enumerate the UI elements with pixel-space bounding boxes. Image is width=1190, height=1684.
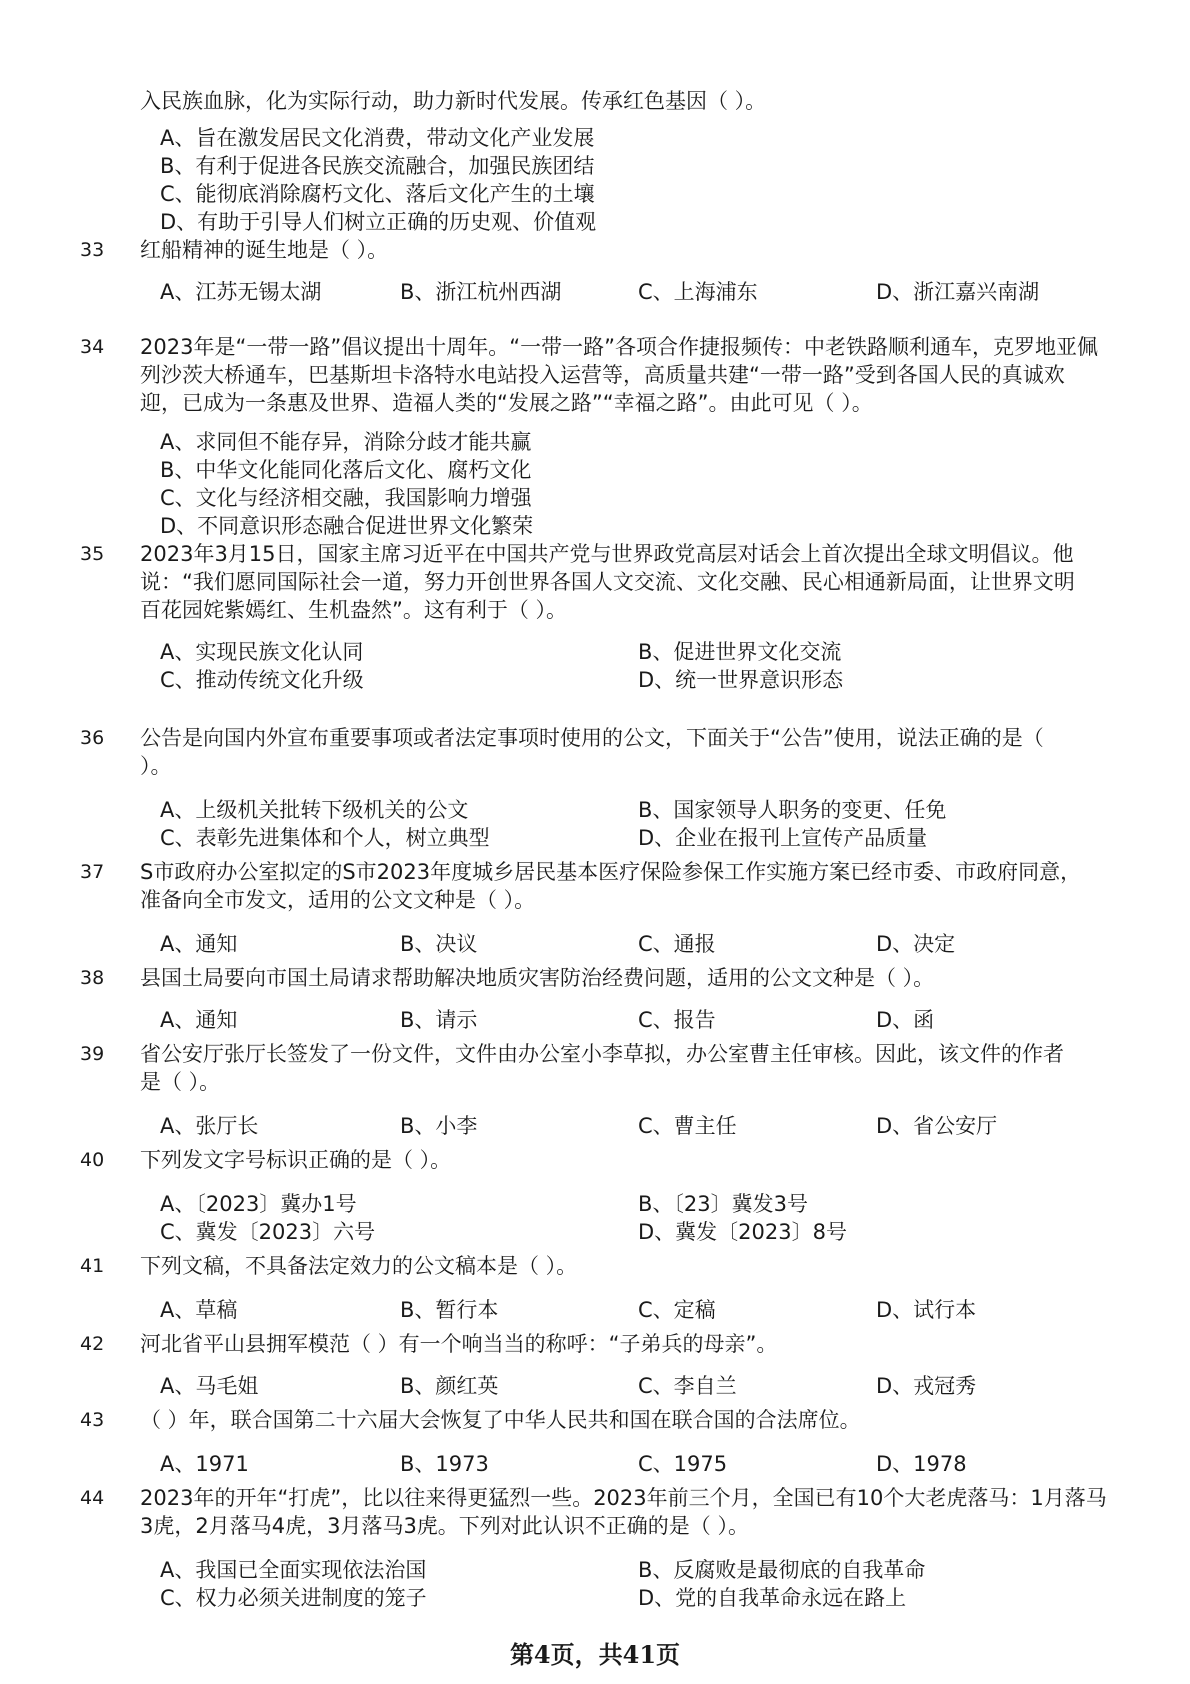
- question-number: 41: [80, 1255, 105, 1277]
- question-text: 公告是向国内外宣布重要事项或者法定事项时使用的公文，下面关于“公告”使用，说法正确的是（: [140, 726, 1044, 750]
- question-text: 河北省平山县拥军模范（ ）有一个响当当的称呼：“子弟兵的母亲”。: [140, 1332, 778, 1356]
- option-b: B、浙江杭州西湖: [400, 280, 562, 304]
- option-c: C、曹主任: [638, 1114, 737, 1138]
- option-a: A、草稿: [160, 1298, 238, 1322]
- option-a: A、通知: [160, 1008, 238, 1032]
- option-d: D、决定: [876, 932, 956, 956]
- question-text: ）。: [140, 754, 172, 778]
- intro-option-c: C、能彻底消除腐朽文化、落后文化产生的土壤: [160, 182, 595, 206]
- question-number: 38: [80, 967, 105, 989]
- question-number: 43: [80, 1409, 105, 1431]
- intro-option-d: D、有助于引导人们树立正确的历史观、价值观: [160, 210, 597, 234]
- option-b: B、〔23〕冀发3号: [638, 1192, 808, 1216]
- question-text: 列沙茨大桥通车，巴基斯坦卡洛特水电站投入运营等，高质量共建“一带一路”受到各国人民的真诚欢: [140, 363, 1065, 387]
- question-text: 2023年3月15日，国家主席习近平在中国共产党与世界政党高层对话会上首次提出全球文明倡议。他: [140, 542, 1074, 566]
- option-a: A、实现民族文化认同: [160, 640, 364, 664]
- question-number: 37: [80, 861, 105, 883]
- option-d: D、统一世界意识形态: [638, 668, 844, 692]
- option-b: B、小李: [400, 1114, 478, 1138]
- question-text: 县国土局要向市国土局请求帮助解决地质灾害防治经费问题，适用的公文文种是（ ）。: [140, 966, 935, 990]
- option-b: B、中华文化能同化落后文化、腐朽文化: [160, 458, 532, 482]
- option-c: C、李自兰: [638, 1374, 737, 1398]
- option-d: D、不同意识形态融合促进世界文化繁荣: [160, 514, 534, 538]
- option-a: A、〔2023〕冀办1号: [160, 1192, 357, 1216]
- option-c: C、表彰先进集体和个人，树立典型: [160, 826, 490, 850]
- question-number: 33: [80, 239, 105, 261]
- question-number: 39: [80, 1043, 105, 1065]
- option-b: B、促进世界文化交流: [638, 640, 842, 664]
- question-text: 省公安厅张厅长签发了一份文件，文件由办公室小李草拟，办公室曹主任审核。因此，该文件的作者: [140, 1042, 1064, 1066]
- option-c: C、1975: [638, 1452, 728, 1476]
- intro-option-a: A、旨在激发居民文化消费，带动文化产业发展: [160, 126, 595, 150]
- question-number: 40: [80, 1149, 105, 1171]
- option-a: A、张厅长: [160, 1114, 259, 1138]
- option-c: C、权力必须关进制度的笼子: [160, 1586, 427, 1610]
- option-d: D、省公安厅: [876, 1114, 998, 1138]
- option-b: B、暂行本: [400, 1298, 499, 1322]
- option-d: D、企业在报刊上宣传产品质量: [638, 826, 928, 850]
- option-d: D、戎冠秀: [876, 1374, 977, 1398]
- option-a: A、我国已全面实现依法治国: [160, 1558, 427, 1582]
- question-text: 3虎，2月落马4虎，3月落马3虎。下列对此认识不正确的是（ ）。: [140, 1514, 749, 1538]
- option-d: D、浙江嘉兴南湖: [876, 280, 1040, 304]
- option-c: C、推动传统文化升级: [160, 668, 364, 692]
- question-text: 准备向全市发文，适用的公文文种是（ ）。: [140, 888, 536, 912]
- option-d: D、1978: [876, 1452, 967, 1476]
- question-number: 36: [80, 727, 105, 749]
- question-text: 百花园姹紫嫣红、生机盎然”。这有利于（ ）。: [140, 598, 568, 622]
- option-a: A、江苏无锡太湖: [160, 280, 322, 304]
- option-b: B、颜红英: [400, 1374, 499, 1398]
- page-number-footer: 第4页，共41页: [509, 1640, 681, 1669]
- question-text: S市政府办公室拟定的S市2023年度城乡居民基本医疗保险参保工作实施方案已经市委、市政府同意，: [140, 860, 1082, 884]
- intro-line: 入民族血脉，化为实际行动，助力新时代发展。传承红色基因（ ）。: [140, 89, 767, 113]
- question-text: 2023年是“一带一路”倡议提出十周年。“一带一路”各项合作捷报频传：中老铁路顺利通车，克罗地亚佩: [140, 335, 1098, 359]
- option-b: B、决议: [400, 932, 478, 956]
- option-c: C、通报: [638, 932, 716, 956]
- option-c: C、报告: [638, 1008, 716, 1032]
- option-c: C、冀发〔2023〕六号: [160, 1220, 376, 1244]
- option-a: A、马毛姐: [160, 1374, 259, 1398]
- question-text: 红船精神的诞生地是（ ）。: [140, 238, 389, 262]
- option-b: B、请示: [400, 1008, 478, 1032]
- question-text: 2023年的开年“打虎”，比以往来得更猛烈一些。2023年前三个月，全国已有10个大老虎落马：1月落马: [140, 1486, 1107, 1510]
- option-a: A、求同但不能存异，消除分歧才能共赢: [160, 430, 532, 454]
- question-text: （ ）年，联合国第二十六届大会恢复了中华人民共和国在联合国的合法席位。: [140, 1408, 861, 1432]
- question-text: 是（ ）。: [140, 1070, 221, 1094]
- option-b: B、国家领导人职务的变更、任免: [638, 798, 947, 822]
- option-d: D、函: [876, 1008, 935, 1032]
- question-text: 下列文稿，不具备法定效力的公文稿本是（ ）。: [140, 1254, 578, 1278]
- option-d: D、试行本: [876, 1298, 977, 1322]
- intro-option-b: B、有利于促进各民族交流融合，加强民族团结: [160, 154, 595, 178]
- question-text: 说：“我们愿同国际社会一道，努力开创世界各国人文交流、文化交融、民心相通新局面，让世界文明: [140, 570, 1075, 594]
- option-a: A、1971: [160, 1452, 249, 1476]
- question-number: 34: [80, 336, 105, 358]
- question-text: 下列发文字号标识正确的是（ ）。: [140, 1148, 452, 1172]
- option-c: C、定稿: [638, 1298, 716, 1322]
- option-c: C、上海浦东: [638, 280, 758, 304]
- option-d: D、党的自我革命永远在路上: [638, 1586, 907, 1610]
- option-d: D、冀发〔2023〕8号: [638, 1220, 847, 1244]
- option-c: C、文化与经济相交融，我国影响力增强: [160, 486, 532, 510]
- option-a: A、通知: [160, 932, 238, 956]
- question-number: 42: [80, 1333, 105, 1355]
- option-a: A、上级机关批转下级机关的公文: [160, 798, 469, 822]
- option-b: B、1973: [400, 1452, 489, 1476]
- question-number: 44: [80, 1487, 105, 1509]
- question-text: 迎，已成为一条惠及世界、造福人类的“发展之路”“幸福之路”。由此可见（ ）。: [140, 391, 873, 415]
- question-number: 35: [80, 543, 105, 565]
- option-b: B、反腐败是最彻底的自我革命: [638, 1558, 926, 1582]
